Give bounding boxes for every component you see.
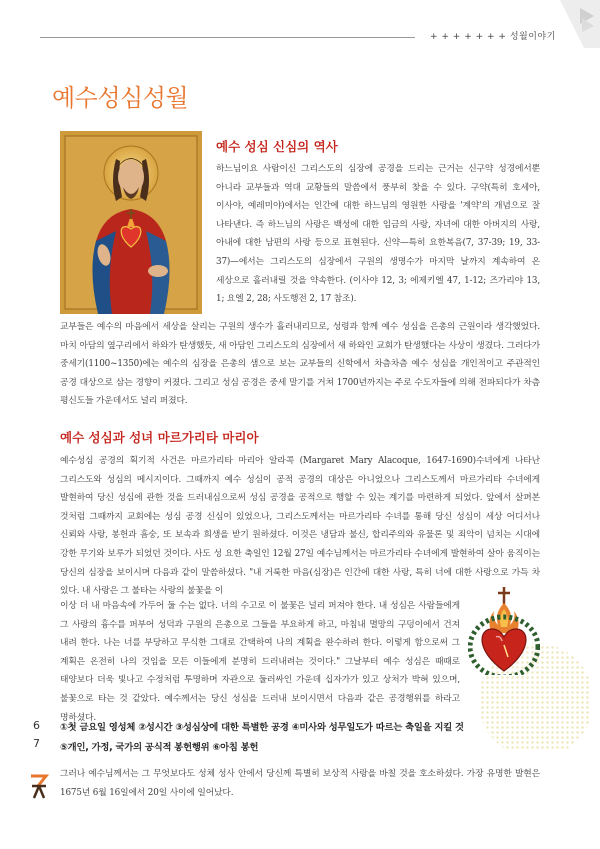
flaming-heart-icon [468,585,540,679]
section2-paragraph-wrap: 이상 더 내 마음속에 가두어 둘 수는 없다. 너의 수고로 이 불꽃은 널리 퍼져야 한다. 내 성심은 사람들에게 그 사랑의 흉수를 퍼부어 성덕과 구원의 은총으로 그들을 부요하게 하고, 마침내 멸망의 구덩이에서 건져 내려 한다. 나는 너를 부당하고 무식한 그대로 간택하여 나의 계획을 완수하려 한다. 이렇게 함으로써 그 계획은 온전히 나의 것임을 모든 이들에게 분명히 드러내려는 것이다." 그날부터 예수 성심은 때때로 태양보다 더욱 빛나고 수정처럼 투명하며 자관으로 둘러싸인 가운데 십자가가 있고 상처가 박혀 있으며, 불꽃으로 타는 것 같았다. 예수께서는 당신 성심을 드러내 보이시면서 다음과 같은 공경행위를 하라고 명하셨다. [60,601,460,723]
section2-paragraph-full: 예수성심 공경의 획기적 사건은 마르가리타 마리아 알라콕 (Margaret Mary Alacoque, 1647-1690)수녀에게 나타난 그리스도와 성심의 메시지이다. 그때까지 예수 성심이 공적 공경의 대상은 아니었으나 그리스도께서 마르가리타 수녀에게 발현하여 당신 성심에 관한 것을 드러내심으로써 성심 공경을 공적으로 행할 수 있는 계기를 마련하게 되었다. 앞에서 살펴본 것처럼 그때까지 교회에는 성심 공경 신심이 있었으나, 그리스도께서는 마르가리타 수녀를 통해 당신 성심이 세상 어디서나 신뢰와 사랑, 봉헌과 흠숭, 또 보속과 희생을 받기 원하셨다. 이것은 냉담과 불신, 합리주의와 유물론 및 죄악이 넘치는 시대에 강한 무기와 보루가 되었던 것이다. 사도 성 요한 축일인 12월 27일 예수님께서는 마르가리타 수녀에게 발현하여 살아 움직이는 당신의 심장을 보이시며 다음과 같이 말씀하셨다. "내 거룩한 마음(심장)은 인간에 대한 사랑, 특히 너에 대한 사랑으로 가득 차 있다. 내 사랑은 그 불타는 사랑의 불꽃을 이 [60,456,540,597]
practices-line-2: ⑤개인, 가정, 국가의 공식적 봉헌행위 ⑥아침 봉헌 [60,742,259,753]
header-section-label: + + + + + + + 성월이야기 [430,32,556,42]
section1-title: 예수 성심 신심의 역사 [216,139,338,154]
sacred-heart-icon-image [60,131,202,314]
page-corner-logo-icon [560,0,600,48]
page-number-left: 6 [33,719,40,732]
section2-paragraph-last: 그러나 예수님께서는 그 무엇보다도 성체 성사 안에서 당신께 특별히 보상적 사랑을 바칠 것을 호소하셨다. 가장 유명한 발현은 1675년 6월 16일에서 20일 사이에 일어났다. [60,769,540,798]
section2-title: 예수 성심과 성녀 마르가리타 마리아 [60,430,259,445]
section1-paragraph2: 교부들은 예수의 마음에서 세상을 살리는 구원의 생수가 흘러내리므로, 성령과 함께 예수 성심을 은총의 근원이라 생각했었다. 마치 아담의 옆구리에서 하와가 탄생했듯, 새 아담인 그리스도의 심장에서 새 하와인 교회가 탄생했다는 사상이 생겼다. 그러다가 중세기(1100~1350)에는 예수의 심장을 은총의 샘으로 보는 교부들의 신학에서 차츰차츰 예수 성심을 개인적이고 주관적인 공경 대상으로 삼는 경향이 커졌다. 그리고 성심 공경은 중세 말기를 거쳐 1700년까지는 주로 수도자들에 의해 전파되다가 차츰 평신도들 가운데서도 널리 퍼졌다. [60,322,540,407]
section1-paragraph1: 하느님이요 사람이신 그리스도의 심장에 공경을 드리는 근거는 신구약 성경에서뿐 아니라 교부들과 역대 교황들의 말씀에서 풍부히 찾을 수 있다. 구약(특히 호세아, 이사야, 예레미야)에서는 인간에 대한 하느님의 영원한 사랑을 '계약'의 개념으로 잘 나타낸다. 즉 하느님의 사랑은 백성에 대한 임금의 사랑, 자녀에 대한 아버지의 사랑, 아내에 대한 남편의 사랑 등으로 표현된다. 신약—특히 요한복음(7, 37-39; 19, 33-37)—에서는 그리스도의 심장에서 구원의 생명수가 마지막 날까지 계속하여 온 세상으로 흘러내릴 것을 약속한다. (이사야 12, 3; 에제키엘 47, 1-12; 즈가리야 13, 1; 요엘 2, 28; 사도행전 2, 17 참조). [216,164,540,305]
book-logo-icon [28,772,50,804]
practices-line-1: ①첫 금요일 영성체 ②성시간 ③성심상에 대한 특별한 공경 ④미사와 성무일도가 따르는 축일을 지킬 것 [60,722,464,733]
page-title: 예수성심성월 [52,84,189,112]
page-number-right: 7 [33,737,40,750]
header-rule [40,37,415,38]
